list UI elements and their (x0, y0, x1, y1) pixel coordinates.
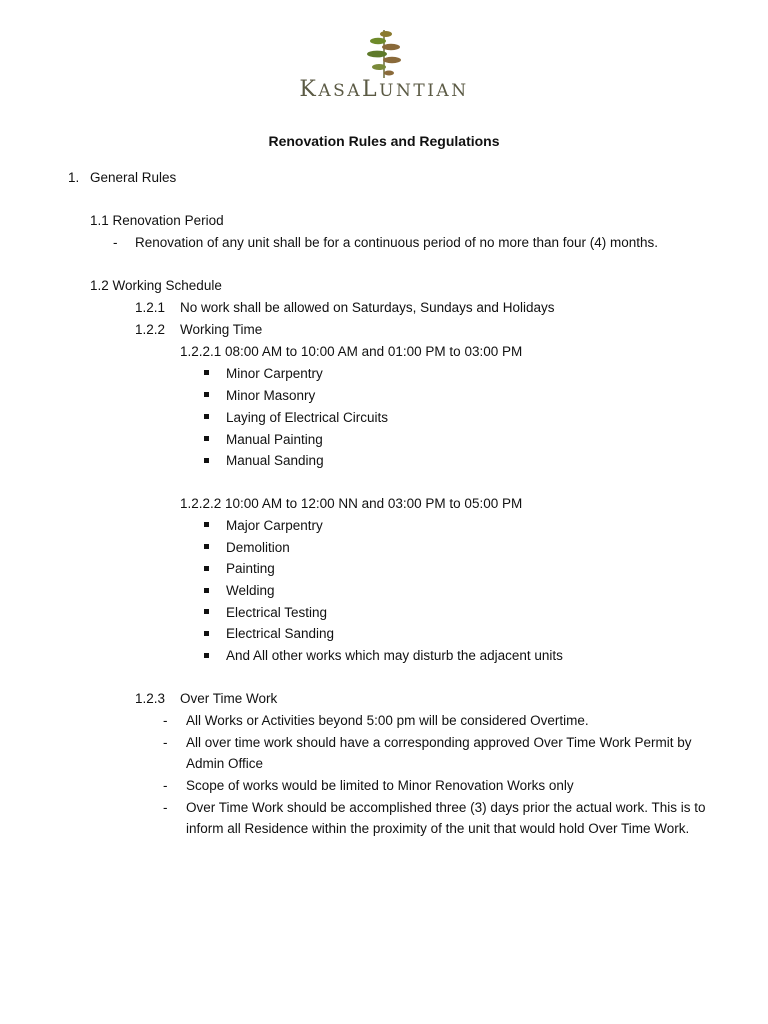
subsection-heading-renovation-period: 1.1 Renovation Period (90, 213, 224, 228)
list-item: All over time work should have a corresponding approved Over Time Work Permit by (186, 735, 692, 750)
dash-bullet: - (163, 778, 168, 793)
list-item: Painting (226, 561, 275, 576)
list-item: Demolition (226, 540, 290, 555)
clause-number: 1.2.3 (135, 691, 166, 706)
list-item: Manual Sanding (226, 453, 324, 468)
list-item: Laying of Electrical Circuits (226, 410, 389, 425)
clause-number: 1.2.2 (135, 322, 166, 337)
list-item: And All other works which may disturb the adjacent units (226, 648, 563, 663)
time-range-heading: 1.2.2.2 10:00 AM to 12:00 NN and 03:00 PM to 05:00 PM (180, 496, 523, 511)
clause-text: No work shall be allowed on Saturdays, Sundays and Holidays (180, 300, 555, 315)
square-bullet-icon (204, 653, 209, 658)
list-item: Manual Painting (226, 432, 323, 447)
section-number: 1. (68, 170, 80, 185)
section-heading-general-rules: General Rules (90, 170, 177, 185)
list-item: Major Carpentry (226, 518, 323, 533)
dash-bullet: - (163, 735, 168, 750)
kasaluntian-logo (0, 26, 768, 101)
list-item-continuation: Admin Office (186, 756, 264, 771)
square-bullet-icon (204, 566, 209, 571)
clause-heading-over-time-work: Over Time Work (180, 691, 278, 706)
list-item: Minor Masonry (226, 388, 316, 403)
list-item: Over Time Work should be accomplished three (3) days prior the actual work. This is to (186, 800, 706, 815)
square-bullet-icon (204, 544, 209, 549)
list-item: Electrical Testing (226, 605, 328, 620)
list-item: Minor Carpentry (226, 366, 323, 381)
list-item-continuation: inform all Residence within the proximity of the unit that would hold Over Time Work. (186, 821, 690, 836)
clause-number: 1.2.1 (135, 300, 166, 315)
square-bullet-icon (204, 631, 209, 636)
dash-bullet: - (113, 235, 118, 250)
list-item: Electrical Sanding (226, 626, 335, 641)
list-item: Renovation of any unit shall be for a continuous period of no more than four (4) months. (135, 235, 659, 250)
subsection-heading-working-schedule: 1.2 Working Schedule (90, 278, 222, 293)
time-range-heading: 1.2.2.1 08:00 AM to 10:00 AM and 01:00 PM to 03:00 PM (180, 344, 523, 359)
logo-wordmark: KASALUNTIAN (299, 77, 469, 102)
square-bullet-icon (204, 609, 209, 614)
dash-bullet: - (163, 713, 168, 728)
page-title: Renovation Rules and Regulations (268, 133, 500, 149)
square-bullet-icon (204, 458, 209, 463)
clause-text: Working Time (180, 322, 263, 337)
square-bullet-icon (204, 436, 209, 441)
list-item: All Works or Activities beyond 5:00 pm will be considered Overtime. (186, 713, 589, 728)
square-bullet-icon (204, 392, 209, 397)
list-item: Scope of works would be limited to Minor Renovation Works only (186, 778, 574, 793)
square-bullet-icon (204, 370, 209, 375)
square-bullet-icon (204, 588, 209, 593)
list-item: Welding (226, 583, 275, 598)
square-bullet-icon (204, 414, 209, 419)
leaf-logo-icon (364, 26, 404, 80)
square-bullet-icon (204, 522, 209, 527)
dash-bullet: - (163, 800, 168, 815)
